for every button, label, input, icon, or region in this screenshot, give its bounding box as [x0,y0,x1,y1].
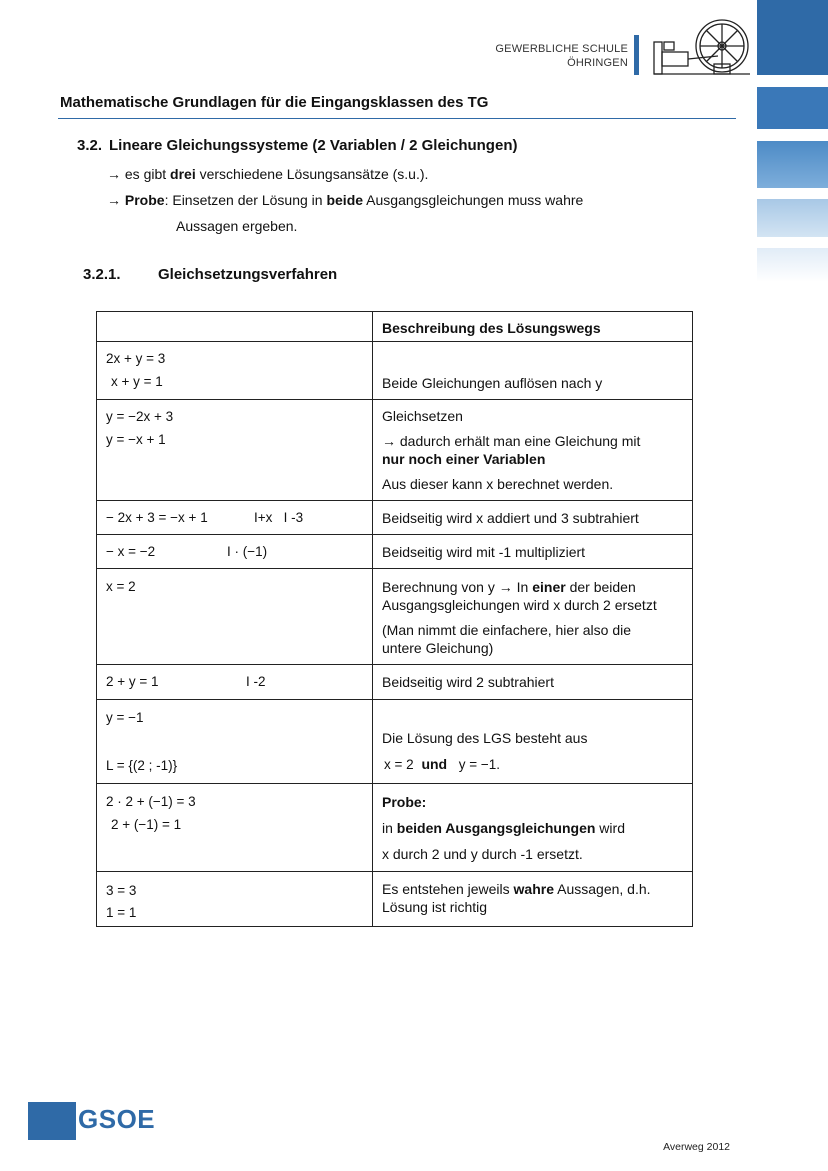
description-line: Gleichsetzen [382,408,463,424]
description-line [382,880,684,898]
school-line-2: ÖHRINGEN [567,57,628,69]
table-row [97,501,693,535]
description-line [382,819,684,837]
subsection-number: 3.2.1. [83,266,121,283]
equation-cell [97,535,373,569]
description-text: x = 2 [384,757,414,772]
gsoe-logo-bar [28,1102,76,1140]
description-text: der beiden [565,579,636,595]
decor-tab-2 [757,87,828,129]
table-row [97,872,693,927]
description-text: y = −1. [458,757,501,772]
gsoe-logo-text: GSOE [78,1104,156,1134]
description-bold: einer [532,579,566,595]
arrow-right-icon: → [382,433,396,449]
equation: 2 · 2 + (−1) = 3 [106,794,196,809]
equation-cell [97,872,373,927]
description-cell [373,700,693,784]
description-line [382,755,684,774]
bullet-2-mid: : Einsetzen der Lösung in [164,192,327,208]
bullet-1-bold: drei [170,166,196,182]
table-row [97,784,693,872]
bullet-2-bold-1: Probe [124,192,165,208]
school-line-1: GEWERBLICHE SCHULE [495,43,628,55]
description-line: (Man nimmt die einfachere, hier also die [382,622,632,638]
equation-cell [97,342,373,400]
equation: − 2x + 3 = −x + 1 [106,510,208,525]
description-line: Lösung ist richtig [382,899,488,915]
description-line: Aus dieser kann x berechnet werden. [382,476,614,492]
equation: 1 = 1 [106,905,137,920]
document-title: Mathematische Grundlagen für die Eingangsklassen des TG [60,94,489,111]
footer-author: Averweg 2012 [663,1141,730,1153]
school-divider [634,35,639,75]
bullet-2 [107,192,583,208]
description-text: Es entstehen jeweils [382,881,514,897]
description-bold: wahre [513,881,554,897]
description-cell: Beidseitig wird x addiert und 3 subtrahiert [373,501,693,535]
description-line: Die Lösung des LGS besteht aus [382,730,588,746]
description-text: In [512,579,533,595]
operation: I · (−1) [227,544,268,559]
table-row [97,569,693,665]
bullet-2-post: Ausgangsgleichungen muss wahre [363,192,584,208]
decor-tab-1 [757,0,828,75]
arrow-right-icon: → [107,166,121,182]
table-row [97,700,693,784]
equation: 2x + y = 3 [106,351,166,366]
equation: y = −x + 1 [106,432,166,447]
description-cell: Beidseitig wird mit -1 multipliziert [373,535,693,569]
description-line [382,578,684,596]
description-bold: nur noch einer Variablen [382,451,546,467]
description-text: wird [595,820,625,836]
table-row [97,535,693,569]
table-header-row [97,312,693,342]
table-row [97,400,693,501]
description-cell: Beide Gleichungen auflösen nach y [373,342,693,400]
subsection-title: Gleichsetzungsverfahren [158,266,338,283]
description-bold: beiden Ausgangsgleichungen [396,820,596,836]
equation-cell [97,665,373,700]
description-cell: Beidseitig wird 2 subtrahiert [373,665,693,700]
description-line [382,432,684,450]
bullet-1-pre: es gibt [124,166,171,182]
operation: I+x I -3 [254,510,304,525]
equation-cell [97,700,373,784]
equation-cell [97,784,373,872]
description-text: Aussagen, d.h. [554,881,651,897]
description-line: x durch 2 und y durch -1 ersetzt. [382,846,583,862]
equation-cell [97,501,373,535]
description-text: dadurch erhält man eine Gleichung mit [399,433,641,449]
bullet-2-bold-2: beide [326,192,364,208]
equation: − x = −2 [106,544,156,559]
equation: x + y = 1 [111,374,163,389]
decor-tab-5 [757,248,828,282]
header-left-cell [97,312,373,342]
description-cell [373,569,693,665]
header-rule [58,118,736,119]
description-cell [373,872,693,927]
section-number: 3.2. [77,137,103,154]
equation: y = −1 [106,710,144,725]
equation: 3 = 3 [106,883,137,898]
table-row [97,665,693,700]
header-right-cell: Beschreibung des Lösungswegs [373,312,693,342]
arrow-right-icon: → [498,579,513,595]
solution-set: L = {(2 ; -1)} [106,758,178,773]
table-row [97,342,693,400]
equation-cell [97,400,373,501]
bullet-1 [107,166,428,182]
description-line: Ausgangsgleichungen wird x durch 2 ersetzt [382,597,657,613]
bullet-2-continuation: Aussagen ergeben. [176,218,298,234]
decor-tab-4 [757,199,828,237]
decor-tab-3 [757,141,828,188]
description-bold: und [421,756,448,772]
description-text: in [382,820,397,836]
equation: y = −2x + 3 [106,409,174,424]
steam-engine-logo-icon [652,14,752,78]
description-line: untere Gleichung) [382,640,494,656]
subsection-heading [83,266,337,283]
school-name [495,42,628,70]
description-bold: Probe: [382,794,427,810]
description-text: Berechnung von y [382,579,499,595]
equation-cell: x = 2 [97,569,373,665]
operation: I -2 [246,674,266,689]
equation: 2 + y = 1 [106,674,159,689]
arrow-right-icon: → [107,192,121,208]
equation: 2 + (−1) = 1 [111,817,182,832]
bullet-1-post: verschiedene Lösungsansätze (s.u.). [195,166,429,182]
section-heading [77,137,517,154]
solution-table [96,311,693,927]
description-cell [373,784,693,872]
description-cell [373,400,693,501]
section-title: Lineare Gleichungssysteme (2 Variablen / 2 Gleichungen) [109,137,518,154]
